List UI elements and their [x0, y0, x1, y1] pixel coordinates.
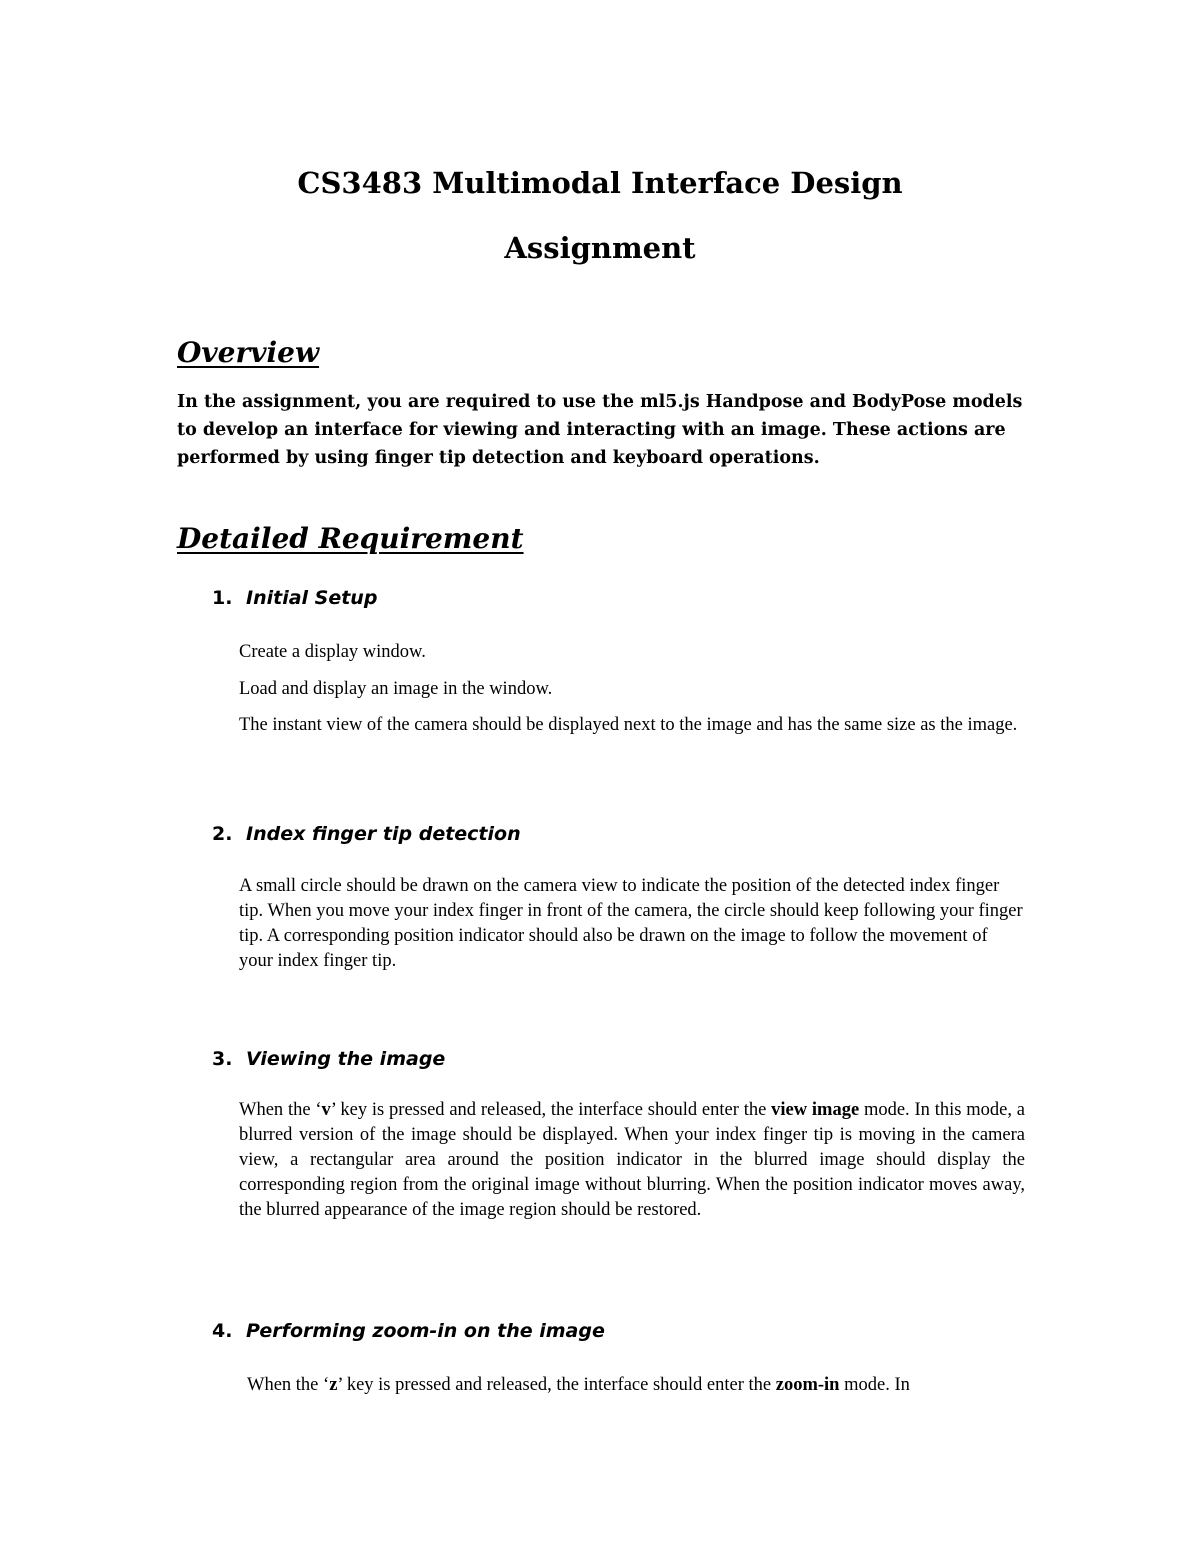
viewing-image-paragraph: When the ‘v’ key is pressed and released, the interface should enter the view image mode. In this mode, a blurred version of the image should be displayed. When your index finger tip is moving in the camera view, a rectangular area around the position indicator in the blurred image should display the corresponding region from the original image without blurring. When the position indicator moves away, the blurred appearance of the image region should be restored. [239, 1100, 1025, 1220]
item-heading-index-finger [212, 823, 521, 845]
document-subtitle: Assignment [504, 231, 696, 265]
item-heading-zoom-in [212, 1320, 605, 1342]
overview-heading: Overview [177, 336, 320, 369]
item-heading-viewing-image [212, 1048, 445, 1070]
initial-setup-paragraph: Load and display an image in the window. [239, 679, 553, 699]
document-title: CS3483 Multimodal Interface Design [297, 166, 903, 200]
index-finger-paragraph: A small circle should be drawn on the camera view to indicate the position of the detected index finger tip. When you move your index finger in front of the camera, the circle should keep following your finger tip. A corresponding position indicator should also be drawn on the image to follow the movement of your index finger tip. [239, 876, 1023, 971]
mode-name: view image [771, 1100, 860, 1120]
detailed-requirement-heading: Detailed Requirement [177, 522, 524, 555]
initial-setup-paragraph: The instant view of the camera should be displayed next to the image and has the same size as the image. [239, 715, 1018, 735]
key-name: v [321, 1100, 331, 1120]
zoom-in-paragraph: When the ‘z’ key is pressed and released, the interface should enter the zoom-in mode. In [247, 1375, 910, 1395]
item-title: Performing zoom-in on the image [246, 1320, 605, 1342]
item-heading-initial-setup [212, 587, 377, 609]
item-number: 3. [212, 1048, 233, 1070]
mode-name: zoom-in [775, 1375, 840, 1395]
item-title: Initial Setup [246, 587, 378, 609]
key-name: z [329, 1375, 338, 1395]
item-number: 2. [212, 823, 233, 845]
overview-text: In the assignment, you are required to use the ml5.js Handpose and BodyPose models to develop an interface for viewing and interacting with an image. These actions are performed by using finger tip detection and keyboard operations. [177, 392, 1023, 468]
item-title: Index finger tip detection [246, 823, 521, 845]
item-number: 4. [212, 1320, 233, 1342]
item-title: Viewing the image [246, 1048, 446, 1070]
item-number: 1. [212, 587, 233, 609]
initial-setup-paragraph: Create a display window. [239, 642, 426, 662]
